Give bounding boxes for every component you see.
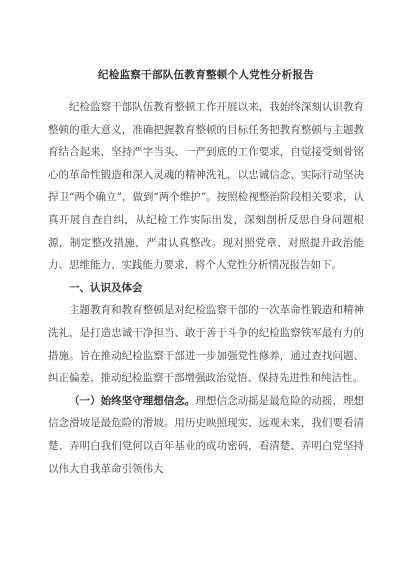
subsection-1-text: 理想信念动摇是最危险的动摇，理想信念滑坡是最危险的滑坡。用历史映照现实、远观未来，我们要看清楚、弄明白我们党何以百年基业的成功密码，看清楚、弄明白党坚持以伟大自我革命引领伟大 xyxy=(48,394,365,475)
section-1-paragraph: 主题教育和教育整顿是对纪检监察干部的一次革命性锻造和精神洗礼，是打造忠诚干净担当、敢于善于斗争的纪检监察铁军最有力的措施。旨在推动纪检监察干部进一步加强党性修养，通过查找问题、纠正偏差，推动纪检监察干部增强政治觉悟、保持先进性和纯洁性。 xyxy=(48,304,364,385)
document-title: 纪检监察干部队伍教育整顿个人党性分析报告 xyxy=(98,69,314,81)
subsection-1-paragraph xyxy=(48,390,364,480)
intro-paragraph: 纪检监察干部队伍教育整顿工作开展以来，我始终深刻认识教育整顿的重大意义，准确把握教育整顿的目标任务把教育整顿与主题教育结合起来，坚持严字当头、一严到底的工作要求，自觉接受刻骨铭心的革命性锻造和深入灵魂的精神洗礼，以忠诚信念、实际行动坚决捍卫“两个确立”，做到“两个维护”。按照检视整治阶段相关要求，认真开展自查自纠，从纪检工作实际出发，深刻剖析反思自身问题根源，制定整改措施，严肃认真整改。现对照党章、对照提升政治能力、思维能力、实践能力要求，将个人党性分析情况报告如下。 xyxy=(48,101,364,272)
section-heading-1: 一、认识及体会 xyxy=(69,281,143,294)
subsection-1-label: （一）始终坚守理想信念。 xyxy=(69,394,196,407)
